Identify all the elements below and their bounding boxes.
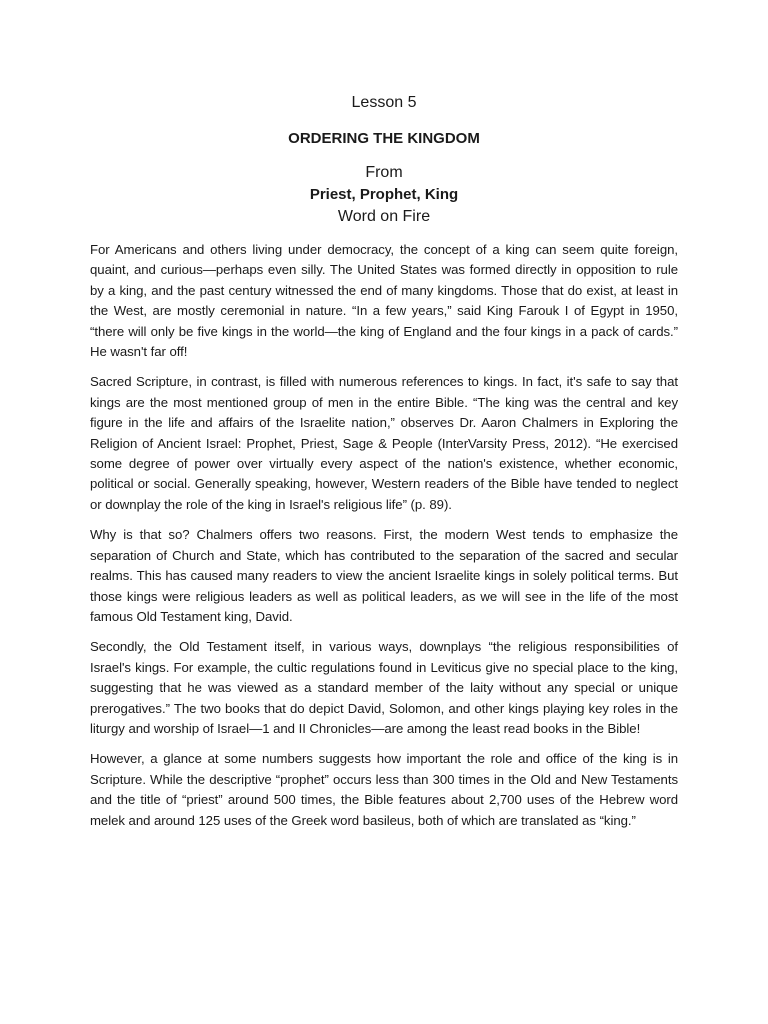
source-book-title: Priest, Prophet, King xyxy=(309,186,459,203)
source-publisher: Word on Fire xyxy=(337,208,431,225)
paragraph-2: Sacred Scripture, in contrast, is filled with numerous references to kings. In fact, it's safe to say that kings are the most mentioned group of men in the entire Bible. “The king was the central and key figure in the life and affairs of the Israelite nation,” observes Dr. Aaron Chalmers in Exploring the Religion of Ancient Israel: Prophet, Priest, Sage & People (InterVarsity Press, 2012). “He exercised some degree of power over virtually every aspect of the nation's existence, whether economic, political or social. Generally speaking, however, Western readers of the Bible have tended to neglect or downplay the role of the king in Israel's religious life” (p. 89). xyxy=(90,374,678,512)
paragraph-5: However, a glance at some numbers suggests how important the role and office of the king is in Scripture. While the descriptive “prophet” occurs less than 300 times in the Old and New Testaments and the title of “priest” around 500 times, the Bible features about 2,700 uses of the Hebrew word melek and around 125 uses of the Greek word basileus, both of which are translated as “king.” xyxy=(90,751,678,828)
source-from-label: From xyxy=(365,164,403,181)
lesson-number: Lesson 5 xyxy=(351,94,417,111)
paragraph-4: Secondly, the Old Testament itself, in various ways, downplays “the religious responsibilities of Israel's kings. For example, the cultic regulations found in Leviticus give no special place to the king, suggesting that he was viewed as a standard member of the laity without any special or unique prerogatives.” The two books that do depict David, Solomon, and other kings playing key roles in the liturgy and worship of Israel—1 and II Chronicles—are among the least read books in the Bible! xyxy=(90,639,678,736)
lesson-title: ORDERING THE KINGDOM xyxy=(288,130,480,147)
document-header xyxy=(90,92,678,228)
document-body xyxy=(90,240,678,831)
paragraph-3: Why is that so? Chalmers offers two reasons. First, the modern West tends to emphasize the separation of Church and State, which has contributed to the separation of the sacred and secular realms. This has caused many readers to view the ancient Israelite kings in solely political terms. But those kings were religious leaders as well as political leaders, as we will see in the life of the most famous Old Testament king, David. xyxy=(90,527,678,624)
paragraph-1: For Americans and others living under democracy, the concept of a king can seem quite foreign, quaint, and curious—perhaps even silly. The United States was formed directly in opposition to rule by a king, and the past century witnessed the end of many kingdoms. Those that do exist, at least in the West, are mostly ceremonial in nature. “In a few years,” said King Farouk I of Egypt in 1950, “there will only be five kings in the world—the king of England and the four kings in a pack of cards.” He wasn't far off! xyxy=(90,242,678,360)
